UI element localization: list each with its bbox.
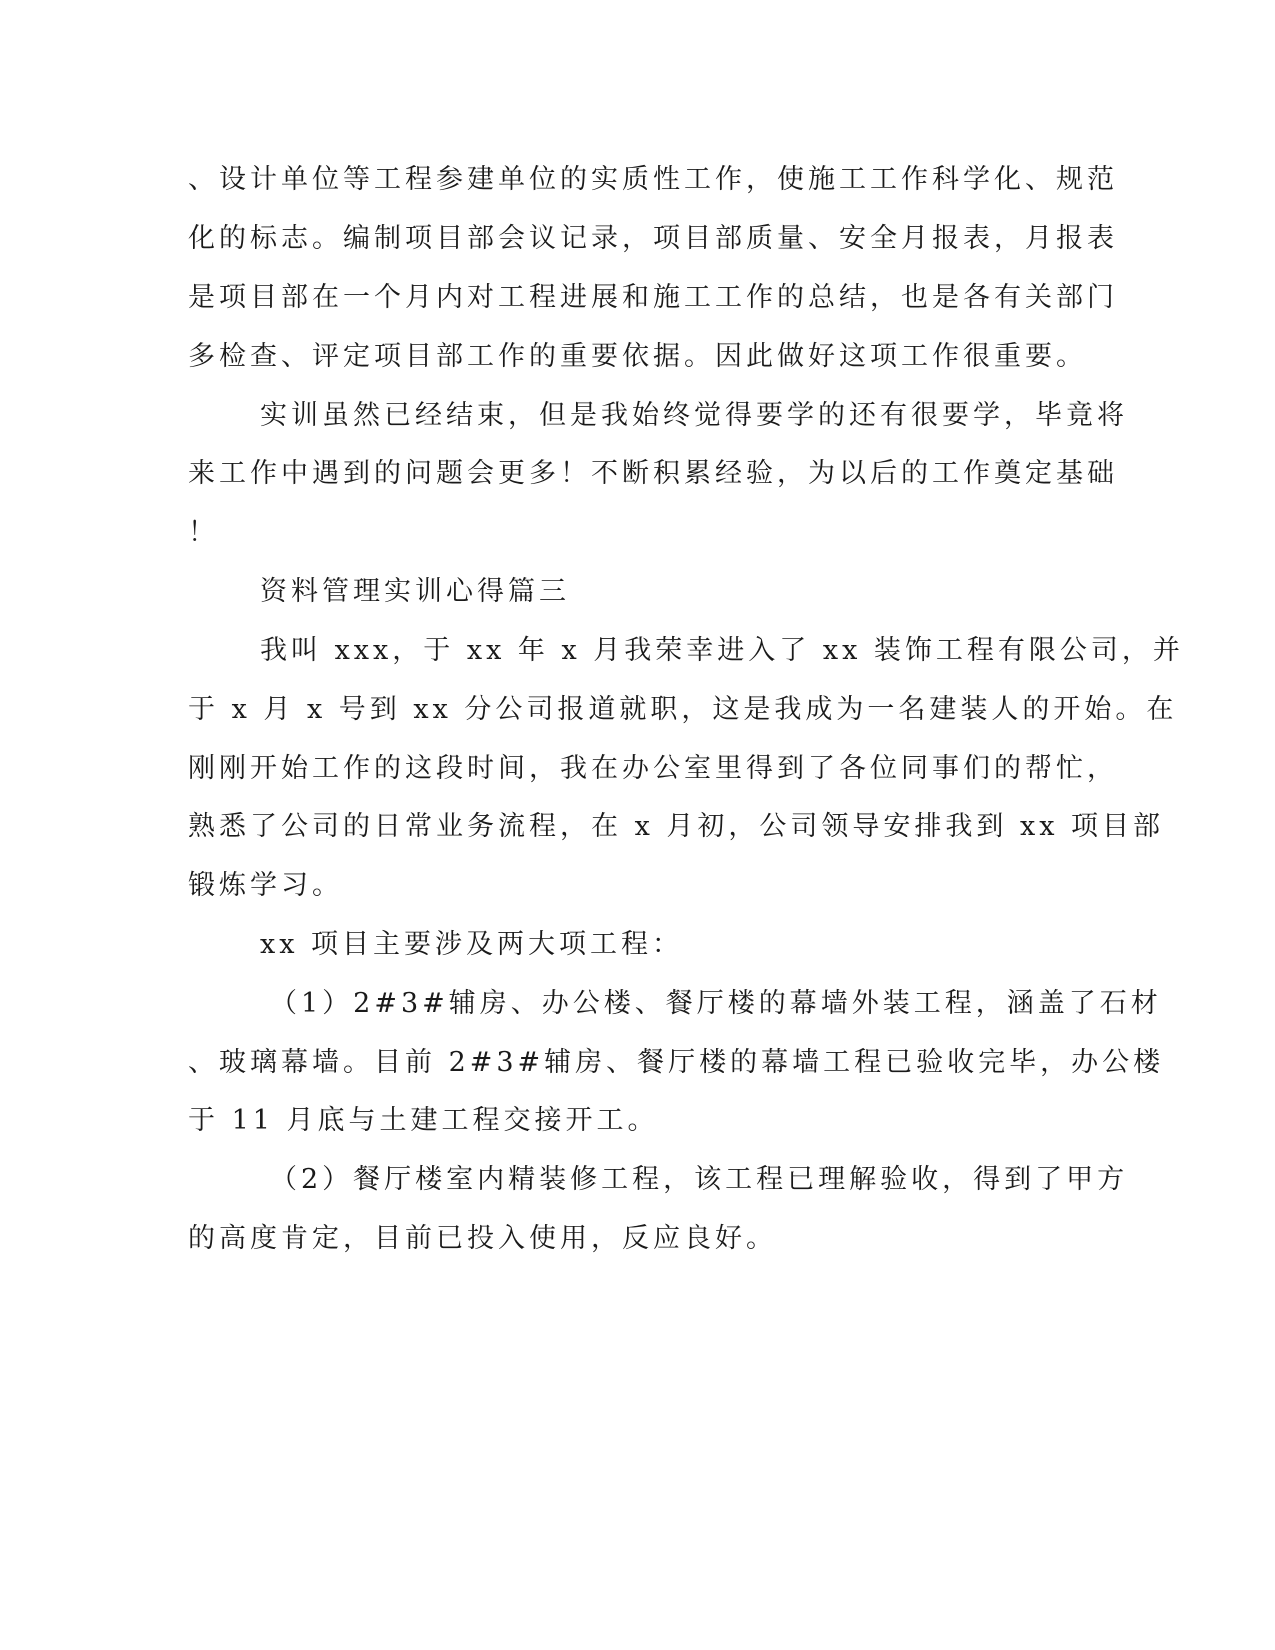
text-line-5: 实训虽然已经结束，但是我始终觉得要学的还有很要学，毕竟将: [260, 400, 1128, 431]
text-line-15: （1）2#3#辅房、办公楼、餐厅楼的幕墙外装工程，涵盖了石材: [270, 988, 1162, 1019]
text-line-19: 的高度肯定，目前已投入使用，反应良好。: [188, 1223, 777, 1254]
text-line-3: 是项目部在一个月内对工程进展和施工工作的总结，也是各有关部门: [188, 282, 1118, 313]
text-line-2: 化的标志。编制项目部会议记录，项目部质量、安全月报表，月报表: [188, 223, 1118, 254]
text-line-4: 多检查、评定项目部工作的重要依据。因此做好这项工作很重要。: [188, 341, 1087, 372]
text-line-1: 、设计单位等工程参建单位的实质性工作，使施工工作科学化、规范: [188, 164, 1118, 195]
text-line-11: 刚刚开始工作的这段时间，我在办公室里得到了各位同事们的帮忙，: [188, 753, 1118, 784]
section-heading: 资料管理实训心得篇三: [260, 576, 570, 607]
text-line-14: xx 项目主要涉及两大项工程：: [260, 929, 684, 960]
text-line-18: （2）餐厅楼室内精装修工程，该工程已理解验收，得到了甲方: [270, 1164, 1129, 1195]
text-line-12: 熟悉了公司的日常业务流程，在 x 月初，公司领导安排我到 xx 项目部: [188, 811, 1165, 842]
text-line-13: 锻炼学习。: [188, 870, 343, 901]
text-line-6: 来工作中遇到的问题会更多！不断积累经验，为以后的工作奠定基础: [188, 458, 1118, 489]
text-line-9: 我叫 xxx，于 xx 年 x 月我荣幸进入了 xx 装饰工程有限公司，并: [260, 635, 1184, 666]
text-line-10: 于 x 月 x 号到 xx 分公司报道就职，这是我成为一名建装人的开始。在: [188, 694, 1178, 725]
text-line-7: ！: [188, 517, 219, 548]
text-line-16: 、玻璃幕墙。目前 2#3#辅房、餐厅楼的幕墙工程已验收完毕，办公楼: [188, 1047, 1165, 1078]
text-line-17: 于 11 月底与土建工程交接开工。: [188, 1105, 659, 1136]
